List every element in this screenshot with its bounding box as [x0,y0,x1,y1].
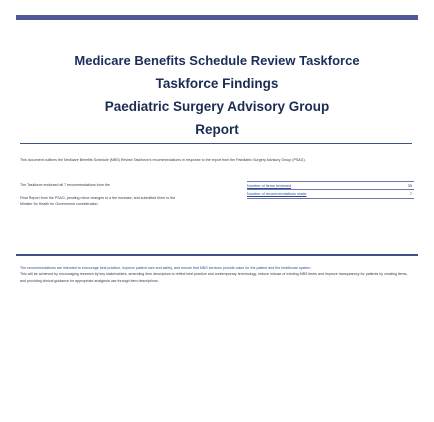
summary-value: 7 [409,192,412,196]
summary-label: Number of recommendations made [247,192,307,196]
summary-row [247,181,414,190]
purpose-section [20,265,412,284]
document-type: Report [195,122,239,137]
document-title: Taskforce Findings [155,76,279,91]
intro-paragraph: This document outlines the Medicare Benefits Schedule (MBS) Review Taskforce's recommendations in response to the report from the Paediatric Surgery Advisory Group (PSAG). [20,158,306,162]
findings-paragraph-2: Final Report from the PSAG, pending minor changes to a fee increase, and submitted them to the Minister for Health for Government consideration. [20,195,176,207]
summary-table [247,181,414,199]
purpose-body: This will be achieved by encouraging research by key stakeholders, amending item descriptors to reflect best practice and contemporary terminology, reduce misuse of existing MBS items and improve transparency for patients by creating items, and providing clinical guidance for appropriate analgesia use through item descriptions. [20,272,408,283]
section-rule [16,254,418,256]
summary-row [247,190,414,199]
summary-label: Number of items reviewed [247,183,292,188]
document-header: Medicare Benefits Schedule Review Taskforce [74,53,360,68]
document-subtitle: Paediatric Surgery Advisory Group [104,99,330,114]
top-rule [16,15,418,20]
summary-value: 35 [407,183,412,188]
purpose-highlight: The recommendations are intended to encourage best practice, improve patient care and safety, and ensure that MBS services provide value for the patient and the healthcare system. [20,266,312,270]
title-rule [20,143,412,144]
findings-paragraph-1: The Taskforce endorsed all 7 recommendations from the [20,183,110,187]
title-block [0,50,434,140]
findings-column [20,182,180,214]
